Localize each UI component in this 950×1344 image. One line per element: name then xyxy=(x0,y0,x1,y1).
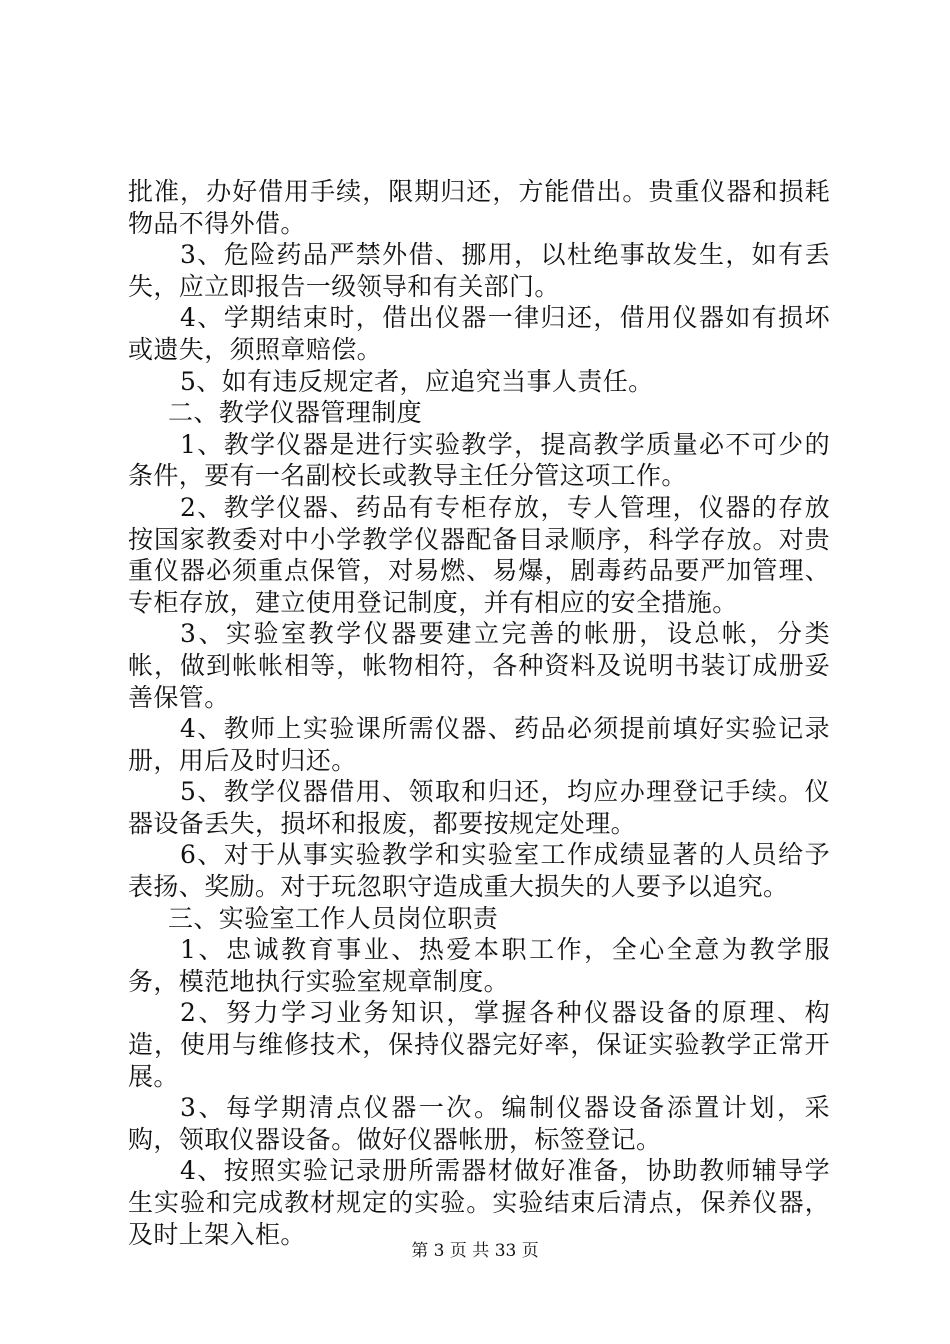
paragraph: 4、按照实验记录册所需器材做好准备，协助教师辅导学生实验和完成教材规定的实验。实验结束后清点，保养仪器，及时上架入柜。 xyxy=(128,1156,830,1249)
paragraph: 2、教学仪器、药品有专柜存放，专人管理，仪器的存放按国家教委对中小学教学仪器配备目录顺序，科学存放。对贵重仪器必须重点保管，对易燃、易爆，剧毒药品要严加管理、专柜存放，建立使用登记制度，并有相应的安全措施。 xyxy=(128,492,830,617)
paragraph: 1、忠诚教育事业、热爱本职工作，全心全意为教学服务，模范地执行实验室规章制度。 xyxy=(128,935,830,996)
paragraph: 批准，办好借用手续，限期归还，方能借出。贵重仪器和损耗物品不得外借。 xyxy=(128,177,830,238)
paragraph: 5、教学仪器借用、领取和归还，均应办理登记手续。仪器设备丢失，损坏和报废，都要按规定处理。 xyxy=(128,777,830,838)
paragraph: 5、如有违反规定者，应追究当事人责任。 xyxy=(180,366,654,396)
paragraph: 3、实验室教学仪器要建立完善的帐册，设总帐，分类帐，做到帐帐相等，帐物相符，各种资料及说明书装订成册妥善保管。 xyxy=(128,619,830,712)
paragraph: 4、教师上实验课所需仪器、药品必须提前填好实验记录册，用后及时归还。 xyxy=(128,714,830,775)
paragraph: 2、努力学习业务知识，掌握各种仪器设备的原理、构造，使用与维修技术，保持仪器完好率，保证实验教学正常开展。 xyxy=(128,998,830,1091)
document-body xyxy=(128,176,830,1250)
paragraph: 6、对于从事实验教学和实验室工作成绩显著的人员给予表扬、奖励。对于玩忽职守造成重大损失的人要予以追究。 xyxy=(128,840,830,902)
page-footer: 第 3 页 共 33 页 xyxy=(411,1241,539,1261)
paragraph: 4、学期结束时，借出仪器一律归还，借用仪器如有损坏或遗失，须照章赔偿。 xyxy=(128,303,830,364)
paragraph: 1、教学仪器是进行实验教学，提高教学质量必不可少的条件，要有一名副校长或教导主任分管这项工作。 xyxy=(128,429,830,491)
paragraph: 3、危险药品严禁外借、挪用，以杜绝事故发生，如有丢失，应立即报告一级领导和有关部门。 xyxy=(128,240,830,301)
paragraph: 3、每学期清点仪器一次。编制仪器设备添置计划，采购，领取仪器设备。做好仪器帐册，标签登记。 xyxy=(128,1093,830,1154)
section-heading: 三、实验室工作人员岗位职责 xyxy=(168,903,499,933)
section-heading: 二、教学仪器管理制度 xyxy=(168,398,423,428)
